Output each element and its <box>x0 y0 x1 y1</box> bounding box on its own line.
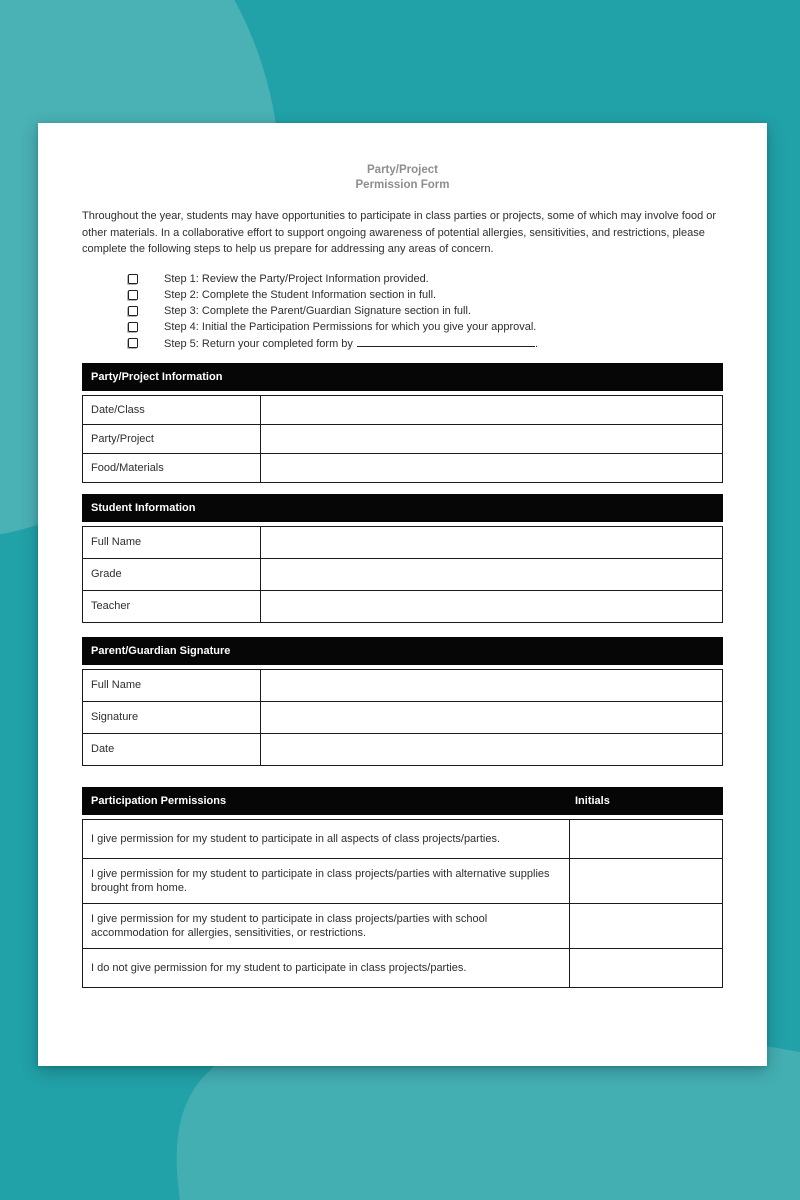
food-materials-fill-cell[interactable] <box>261 453 723 482</box>
return-date-blank-field[interactable] <box>357 335 535 347</box>
step-text <box>164 335 538 350</box>
checkbox-bullet-icon <box>128 322 138 332</box>
table-header-title: Party/Project Information <box>91 370 223 383</box>
row-label: Food/Materials <box>83 453 261 482</box>
step-item-1 <box>82 271 723 287</box>
row-label: Date <box>83 733 261 765</box>
step-item-5 <box>82 335 723 351</box>
table-row <box>83 733 723 765</box>
table-parent-guardian-signature <box>82 637 723 766</box>
page-title <box>82 163 723 193</box>
table-header-bar <box>82 637 723 665</box>
grade-fill-cell[interactable] <box>261 558 723 590</box>
date-class-fill-cell[interactable] <box>261 395 723 424</box>
table-row <box>83 701 723 733</box>
table-row <box>83 424 723 453</box>
checkbox-bullet-icon <box>128 274 138 284</box>
permission-statement: I give permission for my student to participate in all aspects of class projects/parties. <box>83 819 570 858</box>
step-item-2 <box>82 287 723 303</box>
page-title-line1: Party/Project <box>367 164 438 176</box>
row-label: Grade <box>83 558 261 590</box>
row-label: Party/Project <box>83 424 261 453</box>
table-header-title: Participation Permissions <box>91 794 227 807</box>
checkbox-bullet-icon <box>128 306 138 316</box>
table-row <box>83 395 723 424</box>
parent-full-name-fill-cell[interactable] <box>261 669 723 701</box>
table-header-bar <box>82 787 723 815</box>
table-body <box>82 819 723 988</box>
intro-paragraph: Throughout the year, students may have opportunities to participate in class parties or projects, some of which may involve food or other materials. In a collaborative effort to support ongoing awareness of potential allergies, sensitivities, and restrictions, please complete the following steps to help us prepare for addressing any areas of concern. <box>82 210 717 255</box>
table-row <box>83 903 723 948</box>
table-header-bar <box>82 494 723 522</box>
student-full-name-fill-cell[interactable] <box>261 526 723 558</box>
table-header-title: Student Information <box>91 501 196 514</box>
table-body <box>82 669 723 766</box>
step5-suffix: . <box>534 338 538 350</box>
table-row <box>83 858 723 903</box>
signature-fill-cell[interactable] <box>261 701 723 733</box>
initials-column-header: Initials <box>575 794 610 807</box>
row-label: Date/Class <box>83 395 261 424</box>
table-row <box>83 948 723 987</box>
table-header-title: Parent/Guardian Signature <box>91 644 231 657</box>
checkbox-bullet-icon <box>128 338 138 348</box>
permission-statement: I give permission for my student to participate in class projects/parties with alternative supplies brought from home. <box>83 858 570 903</box>
date-fill-cell[interactable] <box>261 733 723 765</box>
form-page <box>38 123 767 1066</box>
table-row <box>83 558 723 590</box>
table-party-project-information <box>82 363 723 483</box>
step-item-3 <box>82 303 723 319</box>
table-body <box>82 395 723 483</box>
party-project-fill-cell[interactable] <box>261 424 723 453</box>
initials-fill-cell[interactable] <box>570 858 723 903</box>
permission-statement: I do not give permission for my student to participate in class projects/parties. <box>83 948 570 987</box>
step-item-4 <box>82 319 723 335</box>
step5-prefix: Step 5: Return your completed form by <box>164 338 353 350</box>
checkbox-bullet-icon <box>128 290 138 300</box>
step-text: Step 4: Initial the Participation Permissions for which you give your approval. <box>164 320 537 333</box>
step-text: Step 1: Review the Party/Project Information provided. <box>164 272 429 285</box>
table-header-bar <box>82 363 723 391</box>
step-text: Step 3: Complete the Parent/Guardian Signature section in full. <box>164 304 471 317</box>
table-row <box>83 453 723 482</box>
table-body <box>82 526 723 623</box>
teacher-fill-cell[interactable] <box>261 590 723 622</box>
step-text: Step 2: Complete the Student Information section in full. <box>164 288 437 301</box>
table-student-information <box>82 494 723 623</box>
initials-fill-cell[interactable] <box>570 819 723 858</box>
table-row <box>83 819 723 858</box>
initials-fill-cell[interactable] <box>570 948 723 987</box>
page-title-line2: Permission Form <box>355 179 450 191</box>
initials-fill-cell[interactable] <box>570 903 723 948</box>
permission-statement: I give permission for my student to participate in class projects/parties with school accommodation for allergies, sensitivities, or restrictions. <box>83 903 570 948</box>
table-row <box>83 669 723 701</box>
table-row <box>83 526 723 558</box>
row-label: Full Name <box>83 669 261 701</box>
table-participation-permissions <box>82 787 723 988</box>
row-label: Full Name <box>83 526 261 558</box>
row-label: Signature <box>83 701 261 733</box>
table-row <box>83 590 723 622</box>
steps-list <box>82 271 723 351</box>
row-label: Teacher <box>83 590 261 622</box>
